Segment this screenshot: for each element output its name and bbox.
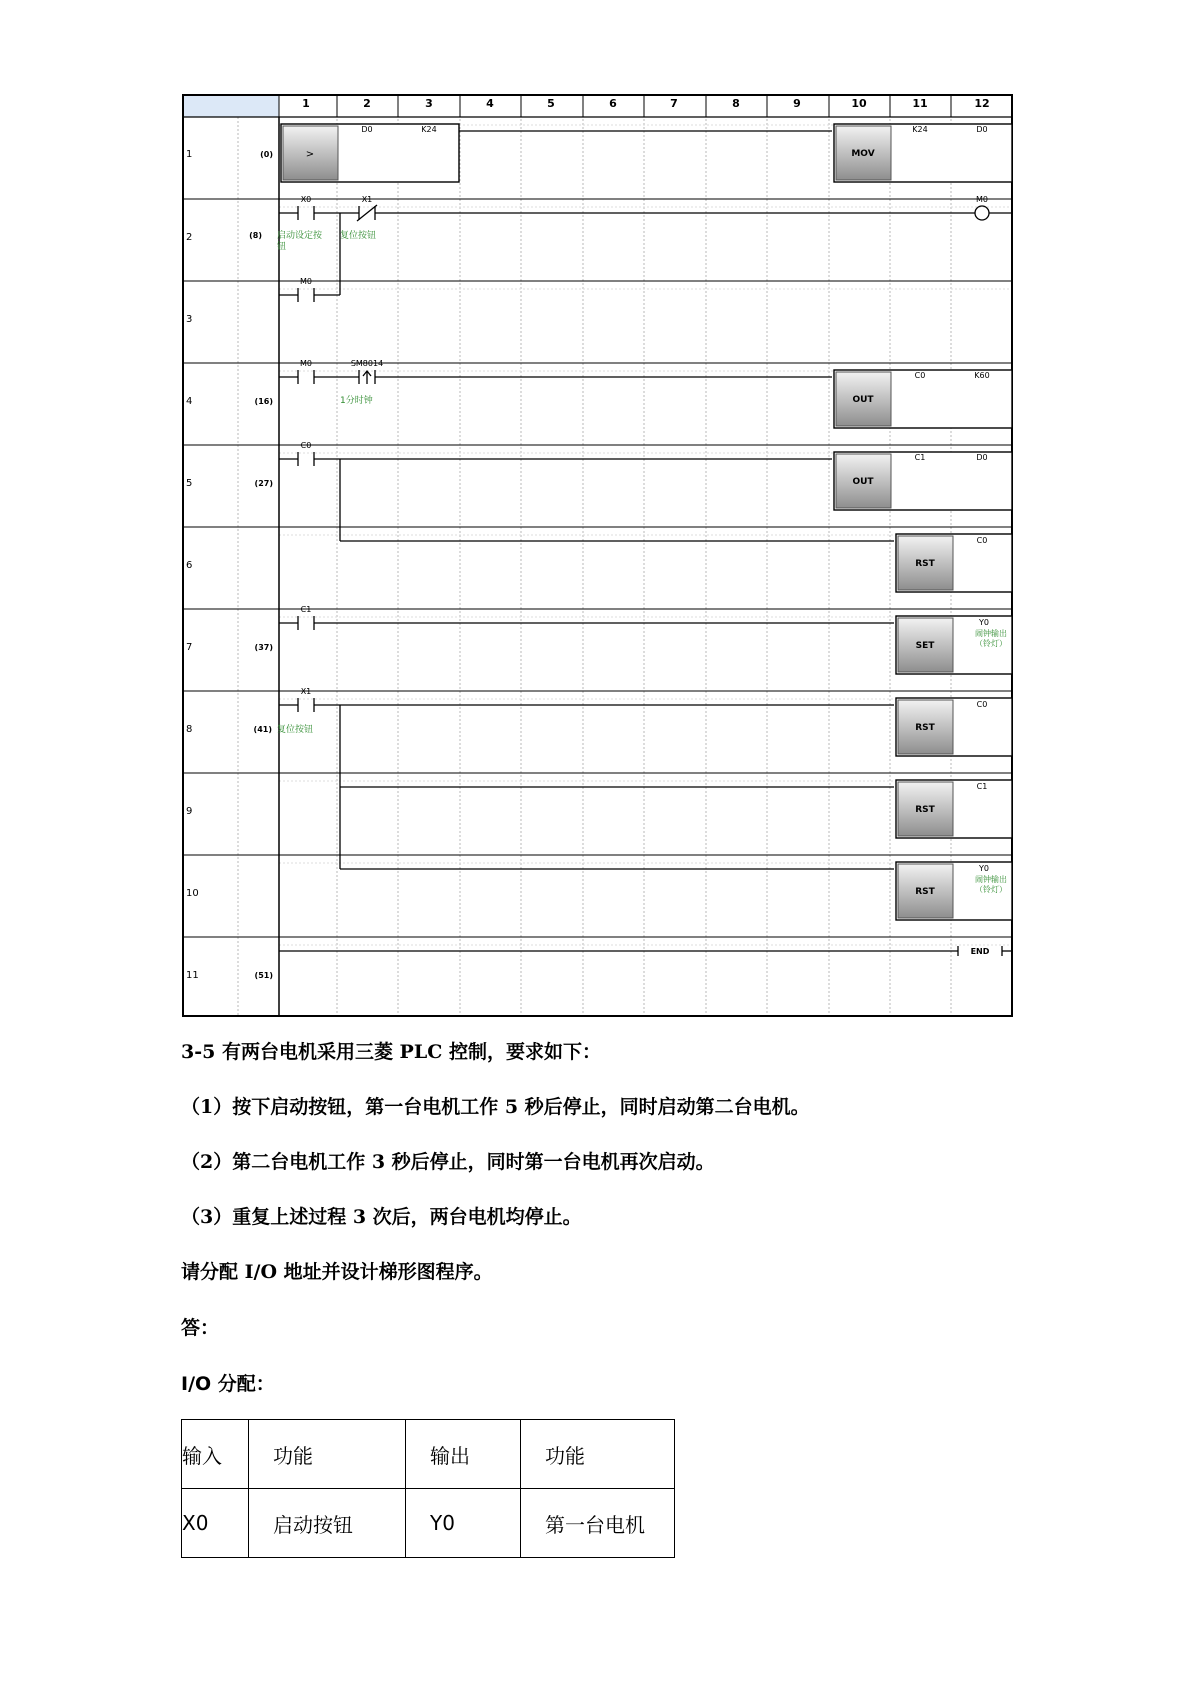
col-header: 2 xyxy=(363,97,371,110)
out-arg1: C1 xyxy=(914,453,926,462)
step-number: (51) xyxy=(254,971,273,980)
step-number: (16) xyxy=(254,397,273,406)
out-operator: OUT xyxy=(852,477,874,487)
device-comment: 复位按钮 xyxy=(277,725,314,735)
contact-label: M0 xyxy=(300,359,312,368)
row-number: 1 xyxy=(186,149,193,160)
table-cell: 第一台电机 xyxy=(521,1489,675,1558)
contact-label: C1 xyxy=(300,605,312,614)
requirement-1: （1）按下启动按钮，第一台电机工作 5 秒后停止，同时启动第二台电机。 xyxy=(181,1096,810,1118)
col-header: 6 xyxy=(609,97,617,110)
contact-label: C0 xyxy=(300,441,312,450)
io-table xyxy=(181,1419,675,1558)
row-number: 7 xyxy=(186,642,193,653)
step-number: (37) xyxy=(254,643,273,652)
rst-arg: Y0 xyxy=(979,864,989,873)
out-operator: OUT xyxy=(852,395,874,405)
table-cell: 功能 xyxy=(249,1420,406,1489)
col-header: 5 xyxy=(547,97,555,110)
table-cell: X0 xyxy=(182,1489,249,1558)
step-number: (0) xyxy=(260,150,273,159)
row-number: 3 xyxy=(186,314,193,325)
col-header: 3 xyxy=(425,97,433,110)
contact-label: SM8014 xyxy=(350,359,384,368)
contact-label: X1 xyxy=(300,687,312,696)
table-row xyxy=(182,1420,675,1489)
mov-arg2: D0 xyxy=(976,125,988,134)
col-header: 11 xyxy=(912,97,928,110)
col-header: 1 xyxy=(302,97,310,110)
col-header: 12 xyxy=(974,97,990,110)
set-operator: SET xyxy=(915,641,935,651)
col-header: 10 xyxy=(851,97,867,110)
table-row xyxy=(182,1489,675,1558)
set-arg: Y0 xyxy=(979,618,989,627)
out-arg2: D0 xyxy=(976,453,988,462)
row-number: 9 xyxy=(186,806,193,817)
mov-arg1: K24 xyxy=(912,125,928,134)
table-cell: 输入 xyxy=(182,1420,249,1489)
device-comment: （铃灯） xyxy=(975,885,1007,894)
row-number: 6 xyxy=(186,560,193,571)
table-cell: 启动按钮 xyxy=(249,1489,406,1558)
table-cell: 输出 xyxy=(406,1420,521,1489)
rst-arg: C1 xyxy=(976,782,988,791)
step-number: (27) xyxy=(254,479,273,488)
contact-label: X1 xyxy=(361,195,373,204)
rst-arg: C0 xyxy=(976,536,988,545)
rst-arg: C0 xyxy=(976,700,988,709)
rst-operator: RST xyxy=(915,723,935,733)
col-header: 7 xyxy=(670,97,678,110)
end-instruction: END xyxy=(970,947,990,956)
compare-operator: > xyxy=(305,149,315,160)
device-comment: 启动设定按 xyxy=(277,231,323,241)
row-number: 10 xyxy=(186,888,199,899)
mov-operator: MOV xyxy=(851,149,875,159)
table-cell: Y0 xyxy=(406,1489,521,1558)
step-number: (8) xyxy=(249,231,262,240)
out-arg2: K60 xyxy=(974,371,990,380)
row-number: 8 xyxy=(186,724,193,735)
device-comment: 闹钟输出 xyxy=(975,629,1007,638)
out-arg1: C0 xyxy=(914,371,926,380)
table-cell: 功能 xyxy=(521,1420,675,1489)
device-comment: 钮 xyxy=(277,242,287,252)
question-title: 3-5 有两台电机采用三菱 PLC 控制，要求如下： xyxy=(181,1041,601,1063)
requirement-3: （3）重复上述过程 3 次后，两台电机均停止。 xyxy=(181,1206,582,1228)
header-corner xyxy=(183,95,279,117)
device-comment: 1分时钟 xyxy=(340,396,373,406)
row-number: 11 xyxy=(186,970,199,981)
col-header: 9 xyxy=(793,97,801,110)
device-comment: （铃灯） xyxy=(975,639,1007,648)
row-number: 5 xyxy=(186,478,193,489)
col-header: 4 xyxy=(486,97,494,110)
row-number: 4 xyxy=(186,396,193,407)
col-header: 8 xyxy=(732,97,740,110)
rst-operator: RST xyxy=(915,559,935,569)
contact-label: M0 xyxy=(300,277,312,286)
io-label: I/O 分配： xyxy=(181,1373,275,1395)
step-number: (41) xyxy=(253,725,272,734)
instruction: 请分配 I/O 地址并设计梯形图程序。 xyxy=(181,1261,493,1283)
requirement-2: （2）第二台电机工作 3 秒后停止，同时第一台电机再次启动。 xyxy=(181,1151,715,1173)
coil-m0-circle xyxy=(975,206,989,220)
row-number: 2 xyxy=(186,232,193,243)
compare-arg1: D0 xyxy=(361,125,373,134)
device-comment: 闹钟输出 xyxy=(975,875,1007,884)
compare-arg2: K24 xyxy=(421,125,437,134)
answer-label: 答： xyxy=(181,1317,220,1339)
device-comment: 复位按钮 xyxy=(340,231,377,241)
coil-label: M0 xyxy=(976,195,988,204)
rst-operator: RST xyxy=(915,887,935,897)
contact-label: X0 xyxy=(300,195,312,204)
rst-operator: RST xyxy=(915,805,935,815)
